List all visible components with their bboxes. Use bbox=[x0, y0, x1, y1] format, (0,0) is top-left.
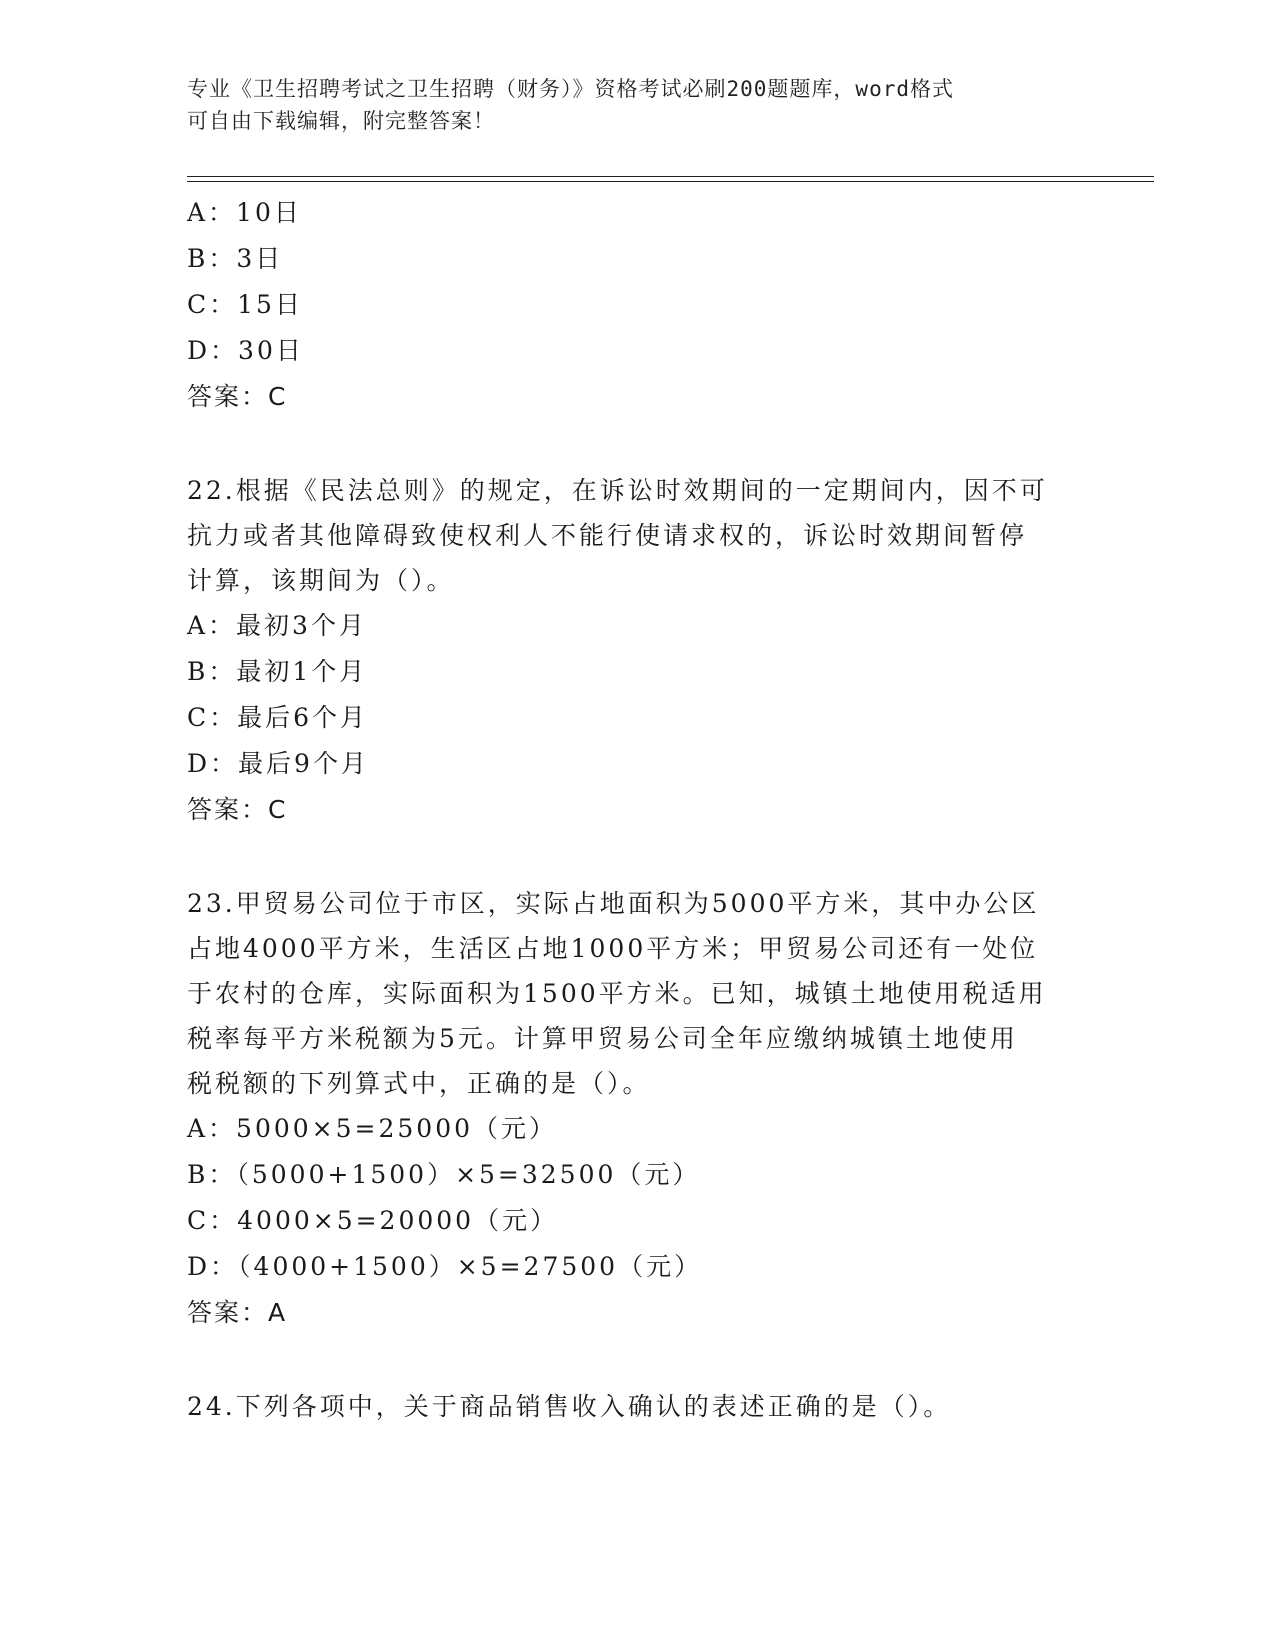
stem-line: 23.甲贸易公司位于市区，实际占地面积为5000平方米，其中办公区 bbox=[187, 889, 1040, 918]
option-c: C：最后6个月 bbox=[187, 703, 369, 732]
stem-line: 24.下列各项中，关于商品销售收入确认的表述正确的是（）。 bbox=[187, 1392, 952, 1421]
question-content bbox=[187, 190, 1087, 1429]
option-a: A：5000×5=25000（元） bbox=[187, 1114, 558, 1143]
stem-line: 抗力或者其他障碍致使权利人不能行使请求权的，诉讼时效期间暂停 bbox=[187, 521, 1028, 550]
document-header bbox=[187, 73, 1087, 137]
header-divider-bottom bbox=[187, 181, 1154, 182]
stem-line: 税税额的下列算式中，正确的是（）。 bbox=[187, 1069, 651, 1098]
option-b: B：（5000+1500）×5=32500（元） bbox=[187, 1160, 701, 1189]
header-line-1: 专业《卫生招聘考试之卫生招聘（财务）》资格考试必刷200题题库，word格式 bbox=[187, 77, 954, 101]
stem-line: 于农村的仓库，实际面积为1500平方米。已知，城镇土地使用税适用 bbox=[187, 979, 1047, 1008]
option-a: A：最初3个月 bbox=[187, 611, 367, 640]
option-c: C：4000×5=20000（元） bbox=[187, 1206, 559, 1235]
option-a: A：10日 bbox=[187, 198, 302, 227]
option-c: C：15日 bbox=[187, 290, 303, 319]
option-d: D：最后9个月 bbox=[187, 749, 369, 778]
question-stem bbox=[187, 881, 1087, 1106]
question-23 bbox=[187, 881, 1087, 1336]
question-stem bbox=[187, 1384, 1087, 1429]
stem-line: 占地4000平方米，生活区占地1000平方米；甲贸易公司还有一处位 bbox=[187, 934, 1039, 963]
header-divider-top bbox=[187, 176, 1154, 177]
option-b: B：最初1个月 bbox=[187, 657, 368, 686]
option-b: B：3日 bbox=[187, 244, 284, 273]
stem-line: 计算，该期间为（）。 bbox=[187, 566, 455, 595]
question-22 bbox=[187, 468, 1087, 833]
answer-line: 答案：C bbox=[187, 382, 288, 411]
stem-line: 22.根据《民法总则》的规定，在诉讼时效期间的一定期间内，因不可 bbox=[187, 476, 1048, 505]
header-line-2: 可自由下载编辑，附完整答案！ bbox=[187, 109, 495, 133]
option-d: D：30日 bbox=[187, 336, 304, 365]
stem-line: 税率每平方米税额为5元。计算甲贸易公司全年应缴纳城镇土地使用 bbox=[187, 1024, 1018, 1053]
answer-line: 答案：C bbox=[187, 795, 288, 824]
question-21 bbox=[187, 190, 1087, 420]
question-stem bbox=[187, 468, 1087, 603]
question-24 bbox=[187, 1384, 1087, 1429]
option-d: D：（4000+1500）×5=27500（元） bbox=[187, 1252, 703, 1281]
answer-line: 答案：A bbox=[187, 1298, 288, 1327]
